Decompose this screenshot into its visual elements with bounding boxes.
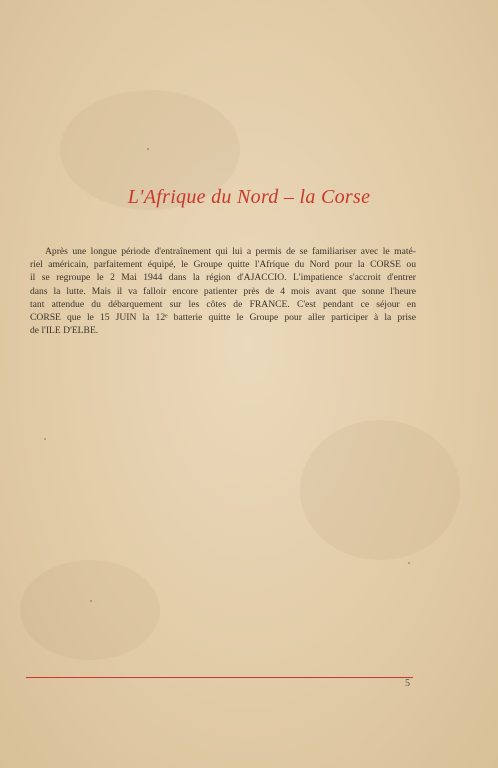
paragraph-line: de l'ILE D'ELBE. [30,325,99,337]
paper-stain [20,560,160,660]
paper-stain [300,420,460,560]
paragraph-line: riel américain, parfaitement équipé, le Groupe quitte l'Afrique du Nord pour la CORSE ou [30,259,416,271]
footer-rule [26,677,413,678]
paragraph-line: tant attendue du débarquement sur les côtes de FRANCE. C'est pendant ce séjour en [30,298,416,310]
paper-speck [90,600,92,602]
paragraph-line: Après une longue période d'entraînement qui lui a permis de se familiariser avec le maté- [45,246,416,257]
paragraph-line: il se regroupe le 2 Mai 1944 dans la région d'AJACCIO. L'impatience s'accroit d'entrer [30,272,416,284]
page-title: L'Afrique du Nord – la Corse [127,186,371,208]
page-number: 5 [405,678,410,689]
paper-speck [147,148,149,150]
paragraph-line: CORSE que le 15 JUIN la 12ᵉ batterie quitte le Groupe pour aller participer à la prise [30,312,416,324]
paragraph-line: dans la lutte. Mais il va falloir encore patienter près de 4 mois avant que sonne l'heure [30,285,416,297]
paper-speck [44,438,46,440]
paper-speck [408,562,410,564]
body-paragraph [30,245,416,337]
